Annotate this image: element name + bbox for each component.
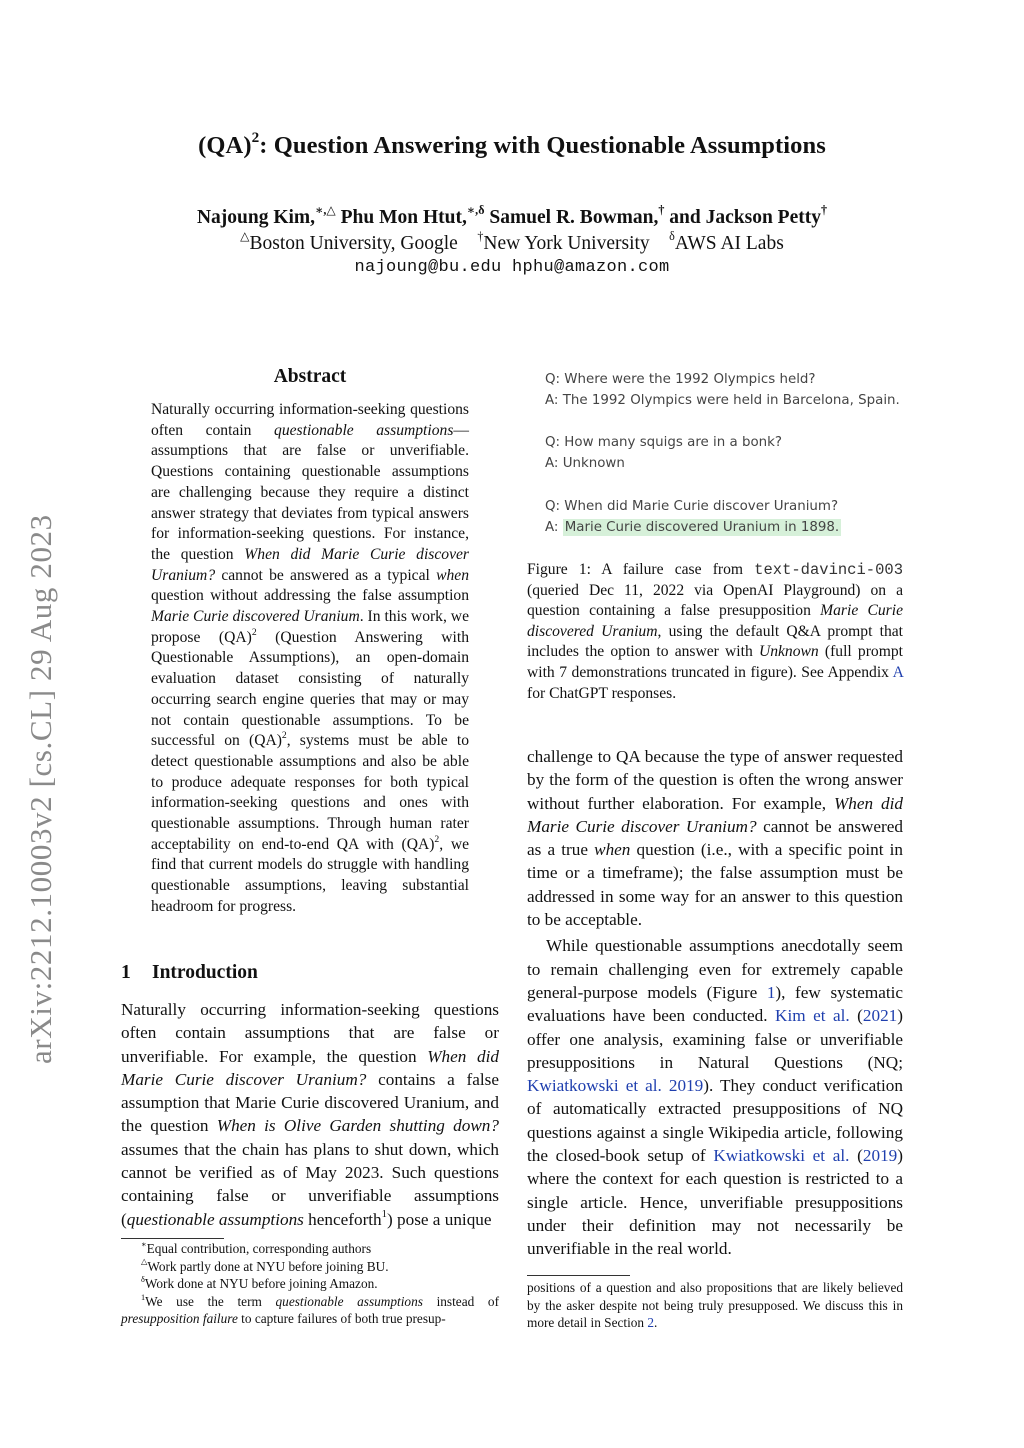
figure-question: Q: Where were the 1992 Olympics held? — [545, 372, 816, 387]
citation-link[interactable]: Kwiatkowski et al. — [713, 1146, 850, 1166]
citation-link[interactable]: 2021 — [862, 1006, 898, 1026]
abstract-heading: Abstract — [273, 366, 347, 387]
paragraph: challenge to QA because the type of answer requested by the form of the question is often the wrong answer without further elaboration. For example, When did Marie Curie discover Uranium? cannot be answered as a true when question (i.e., with a specific point in time or a timeframe); the false assumption must be addressed in some way for an answer to this question to be acceptable. — [527, 747, 904, 930]
highlighted-answer: Marie Curie discovered Uranium in 1898. — [564, 520, 840, 535]
figure-answer: A: Marie Curie discovered Uranium in 1898. — [545, 520, 840, 535]
citation-link[interactable]: Kim et al. — [775, 1006, 850, 1026]
footnote-continuation: positions of a question and also propositions that are likely believed by the asker despite not being truly presupposed. We discuss this in more detail in Section 2. — [527, 1280, 903, 1331]
author-name: and Jackson Petty — [664, 207, 821, 228]
author-list: Najoung Kim,∗,△ Phu Mon Htut,$^{∗,\delta}$ Samuel R. Bowman,† and Jackson Petty† — [196, 203, 828, 228]
author-name: Najoung Kim, — [196, 207, 316, 228]
footnote: $^1$We use the term questionable assumptions instead of presupposition failure to capture failures of both true presup- — [121, 1292, 499, 1327]
figure-qa-pair — [545, 496, 925, 538]
figure-qa-pair — [545, 369, 925, 411]
appendix-link[interactable]: A — [892, 663, 903, 681]
figure-question: Q: How many squigs are in a bonk? — [545, 435, 782, 450]
figure-link[interactable]: 1 — [766, 982, 776, 1002]
footnote: ∗Equal contribution, corresponding authors — [141, 1239, 372, 1256]
arxiv-stamp[interactable]: arXiv:2212.10003v2 [cs.CL] 29 Aug 2023 — [23, 514, 58, 1064]
citation-link[interactable]: 2019 — [862, 1146, 898, 1166]
affiliations: △Boston University, Google †New York University $^\delta$AWS AI Labs — [240, 229, 784, 254]
section-heading-introduction: 1 Introduction — [121, 962, 258, 983]
introduction-text: Naturally occurring information-seeking questions often contain assumptions that are false or unverifiable. For example, the question When did Marie Curie discover Uranium? contains a false assumption that Marie Curie discovered Uranium, and the question When is Olive Garden shutting down? assumes that the chain has plans to shut down, which cannot be verified as of May 2023. Such questions containing false or unverifiable assumptions (questionable assumptions henceforth$^1$) pose a unique — [121, 1000, 499, 1229]
author-name: Samuel R. Bowman, — [484, 207, 659, 228]
footnote: △Work partly done at NYU before joining BU. — [141, 1257, 389, 1274]
right-column-text — [527, 745, 903, 1261]
author-name: Phu Mon Htut, — [335, 207, 467, 228]
footnote-divider — [121, 1238, 224, 1239]
footnote: $^\delta$Work done at NYU before joining Amazon. — [141, 1274, 378, 1292]
footnotes-left — [121, 1240, 499, 1328]
figure-answer: A: The 1992 Olympics were held in Barcelona, Spain. — [545, 393, 900, 408]
figure-question: Q: When did Marie Curie discover Uranium? — [545, 499, 839, 514]
figure-caption: Figure 1: A failure case from text-davinci-003 (queried Dec 11, 2022 via OpenAI Playground) on a question containing a false presupposition Marie Curie discovered Uranium, using the default Q&A prompt that includes the option to answer with Unknown (full prompt with 7 demonstrations truncated in figure). See Appendix A for ChatGPT responses. — [527, 561, 904, 702]
section-link[interactable]: 2 — [647, 1315, 655, 1331]
author-emails[interactable]: najoung@bu.edu hphu@amazon.com — [354, 258, 670, 277]
figure-answer: A: Unknown — [545, 456, 625, 471]
footnote-divider — [527, 1275, 630, 1276]
figure-qa-pair — [545, 432, 925, 474]
citation-link[interactable]: Kwiatkowski et al. 2019 — [527, 1076, 704, 1096]
paragraph: While questionable assumptions anecdotally seem to remain challenging even for extremely capable general-purpose models (Figure 1), few systematic evaluations have been conducted. Kim et al. (2021) offer one analysis, examining false or unverifiable presuppositions in Natural Questions (NQ; Kwiatkowski et al. 2019). They conduct verification of automatically extracted presuppositions of NQ questions against a single Wikipedia article, following the closed-book setup of Kwiatkowski et al. (2019) where the context for each question is restricted to a single article. Hence, unverifiable presuppositions under their definition may not necessarily be unverifiable in the real world. — [527, 936, 903, 1259]
abstract-text: Naturally occurring information-seeking questions often contain questionable assumptions—assumptions that are false or unverifiable. Questions containing questionable assumptions are challenging because they require a distinct answer strategy that deviates from typical answers for information-seeking questions. For instance, the question When did Marie Curie discover Uranium? cannot be answered as a typical when question without addressing the false assumption Marie Curie discovered Uranium. In this work, we propose (QA)$^2$ (Question Answering with Questionable Assumptions), an open-domain evaluation dataset consisting of naturally occurring search engine queries that may or may not contain questionable assumptions. To be successful on (QA)$^2$, systems must be able to detect questionable assumptions and also be able to produce adequate responses for both typical information-seeking questions and ones with questionable assumptions. Through human rater acceptability on end-to-end QA with (QA)$^2$, we find that current models do struggle with handling questionable assumptions, leaving substantial headroom for progress. — [151, 401, 469, 915]
paper-title: (QA)$^2$: Question Answering with Questionable Assumptions — [198, 129, 826, 159]
